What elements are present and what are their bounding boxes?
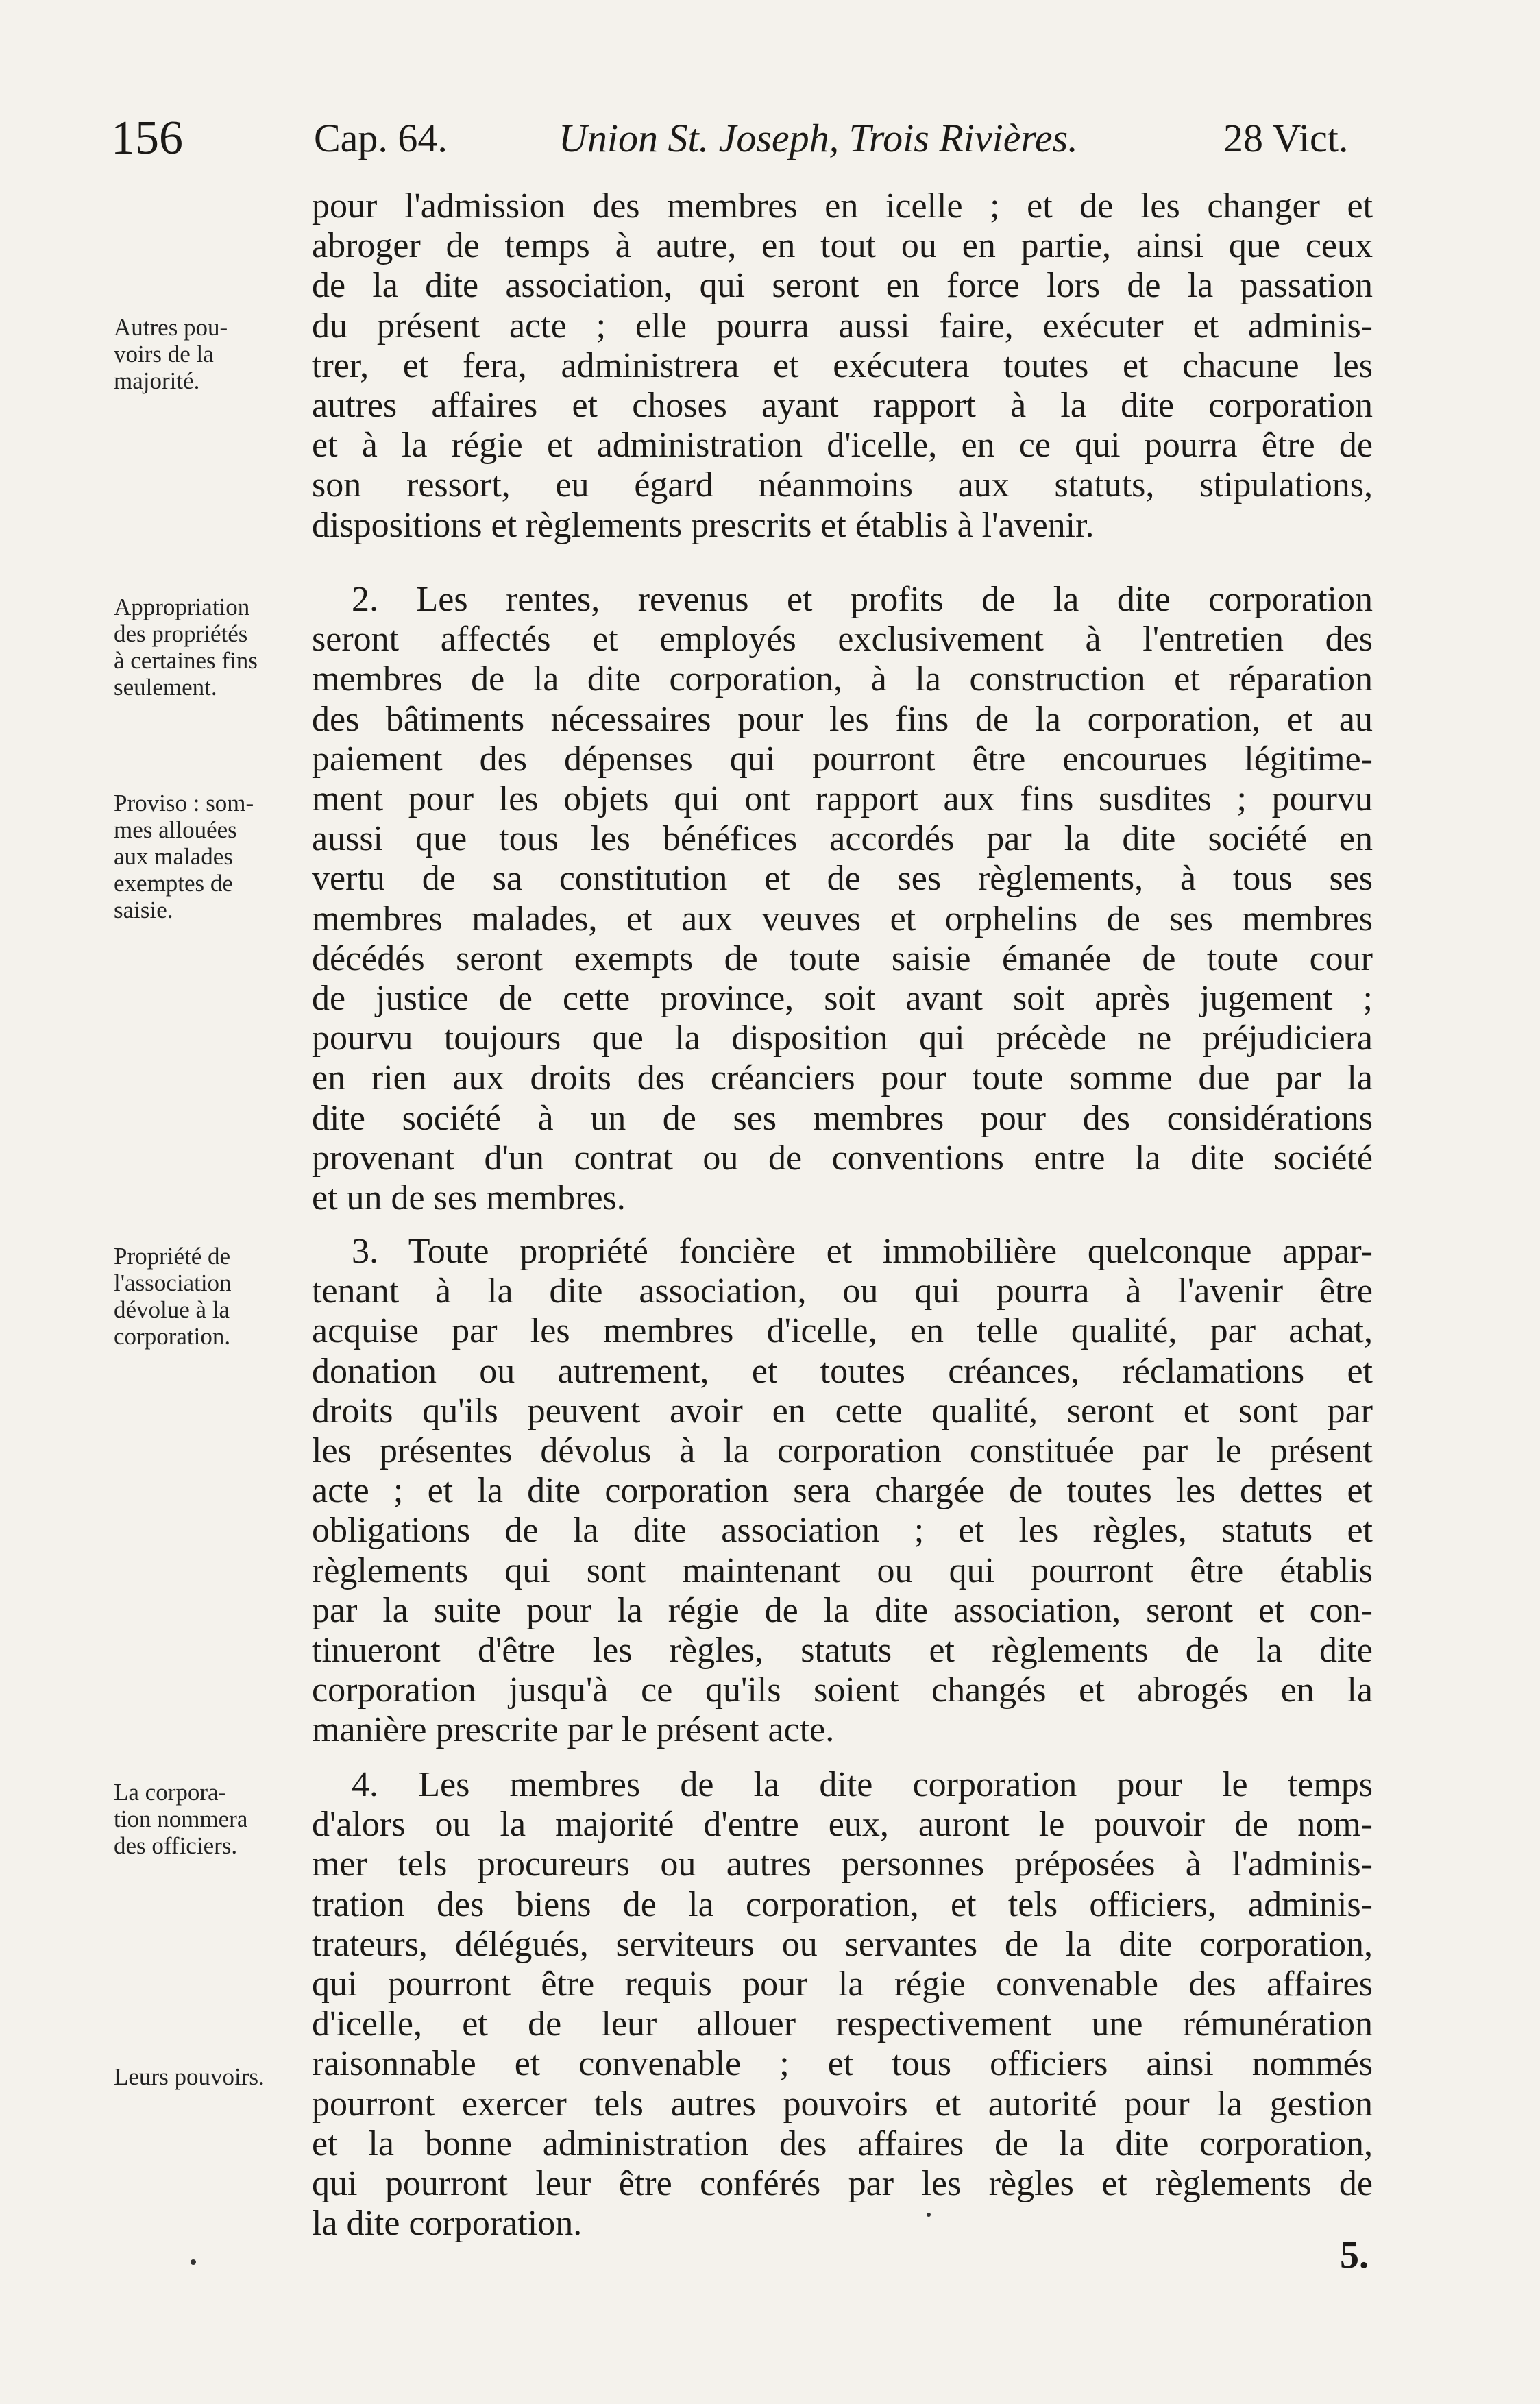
page-number: 156	[111, 112, 183, 165]
act-title: Union St. Joseph, Trois Rivières.	[559, 116, 1078, 160]
margin-note-proviso: Proviso : som- mes allouées aux malades exemptes de saisie.	[114, 790, 254, 923]
section-3-paragraph: 3. Toute propriété foncière et immobilière quelconque appar- tenant à la dite association, ou qui pourra à l'avenir être acquise par les membres d'icelle, en telle qualité, par achat, donation ou autrement, et toutes créances, réclamations et droits qu'ils peuvent avoir en cette qualité, seront et sont par les présentes dévolus à la corporation constituée par le présent acte ; et la dite corporation sera chargée de toutes les dettes et obligations de la dite association ; et les règles, statuts et règlements qui sont maintenant ou qui pourront être établis par la suite pour la régie de la dite association, seront et con- tinueront d'être les règles, statuts et règlements de la dite corporation jusqu'à ce qu'ils soient changés et abrogés en la manière prescrite par le présent acte.	[312, 1232, 1373, 1750]
margin-note-propriete: Propriété de l'association dévolue à la corporation.	[114, 1243, 232, 1350]
ink-speck	[927, 2213, 931, 2217]
chapter-number: Cap. 64.	[314, 116, 448, 160]
margin-note-corporation-officiers: La corpora- tion nommera des officiers.	[114, 1779, 248, 1859]
catchword: 5.	[1340, 2234, 1369, 2276]
margin-note-leurs-pouvoirs: Leurs pouvoirs.	[114, 2063, 265, 2090]
paragraph-1-continuation: pour l'admission des membres en icelle ; et de les changer et abroger de temps à autre, en tout ou en partie, ainsi que ceux de la dite association, qui seront en force lors de la passation du présent acte ; elle pourra aussi faire, exécuter et adminis- trer, et fera, administrera et exécutera toutes et chacune les autres affaires et choses ayant rapport à la dite corporation et à la régie et administration d'icelle, en ce qui pourra être de son ressort, eu égard néanmoins aux statuts, stipulations, dispositions et règlements prescrits et établis à l'avenir.	[312, 186, 1373, 545]
margin-note-appropriation: Appropriation des propriétés à certaines fins seulement.	[114, 594, 258, 701]
ink-speck	[191, 2259, 196, 2265]
running-header	[0, 112, 1540, 170]
regnal-year: 28 Vict.	[1223, 116, 1349, 160]
section-2-paragraph: 2. Les rentes, revenus et profits de la dite corporation seront affectés et employés exclusivement à l'entretien des membres de la dite corporation, à la construction et réparation des bâtiments nécessaires pour les fins de la corporation, et au paiement des dépenses qui pourront être encourues légitime- ment pour les objets qui ont rapport aux fins susdites ; pourvu aussi que tous les bénéfices accordés par la dite société en vertu de sa constitution et de ses règlements, à tous ses membres malades, et aux veuves et orphelins de ses membres décédés seront exempts de toute saisie émanée de toute cour de justice de cette province, soit avant soit après jugement ; pourvu toujours que la disposition qui précède ne préjudiciera en rien aux droits des créanciers pour toute somme due par la dite société à un de ses membres pour des considérations provenant d'un contrat ou de conventions entre la dite société et un de ses membres.	[312, 580, 1373, 1218]
margin-note-autres-pouvoirs: Autres pou- voirs de la majorité.	[114, 314, 228, 394]
section-4-paragraph: 4. Les membres de la dite corporation pour le temps d'alors ou la majorité d'entre eux, auront le pouvoir de nom- mer tels procureurs ou autres personnes préposées à l'adminis- tration des biens de la corporation, et tels officiers, adminis- trateurs, délégués, serviteurs ou servantes de la dite corporation, qui pourront être requis pour la régie convenable des affaires d'icelle, et de leur allouer respectivement une rémunération raisonnable et convenable ; et tous officiers ainsi nommés pourront exercer tels autres pouvoirs et autorité pour la gestion et la bonne administration des affaires de la dite corporation, qui pourront leur être conférés par les règles et règlements de la dite corporation.	[312, 1765, 1373, 2244]
